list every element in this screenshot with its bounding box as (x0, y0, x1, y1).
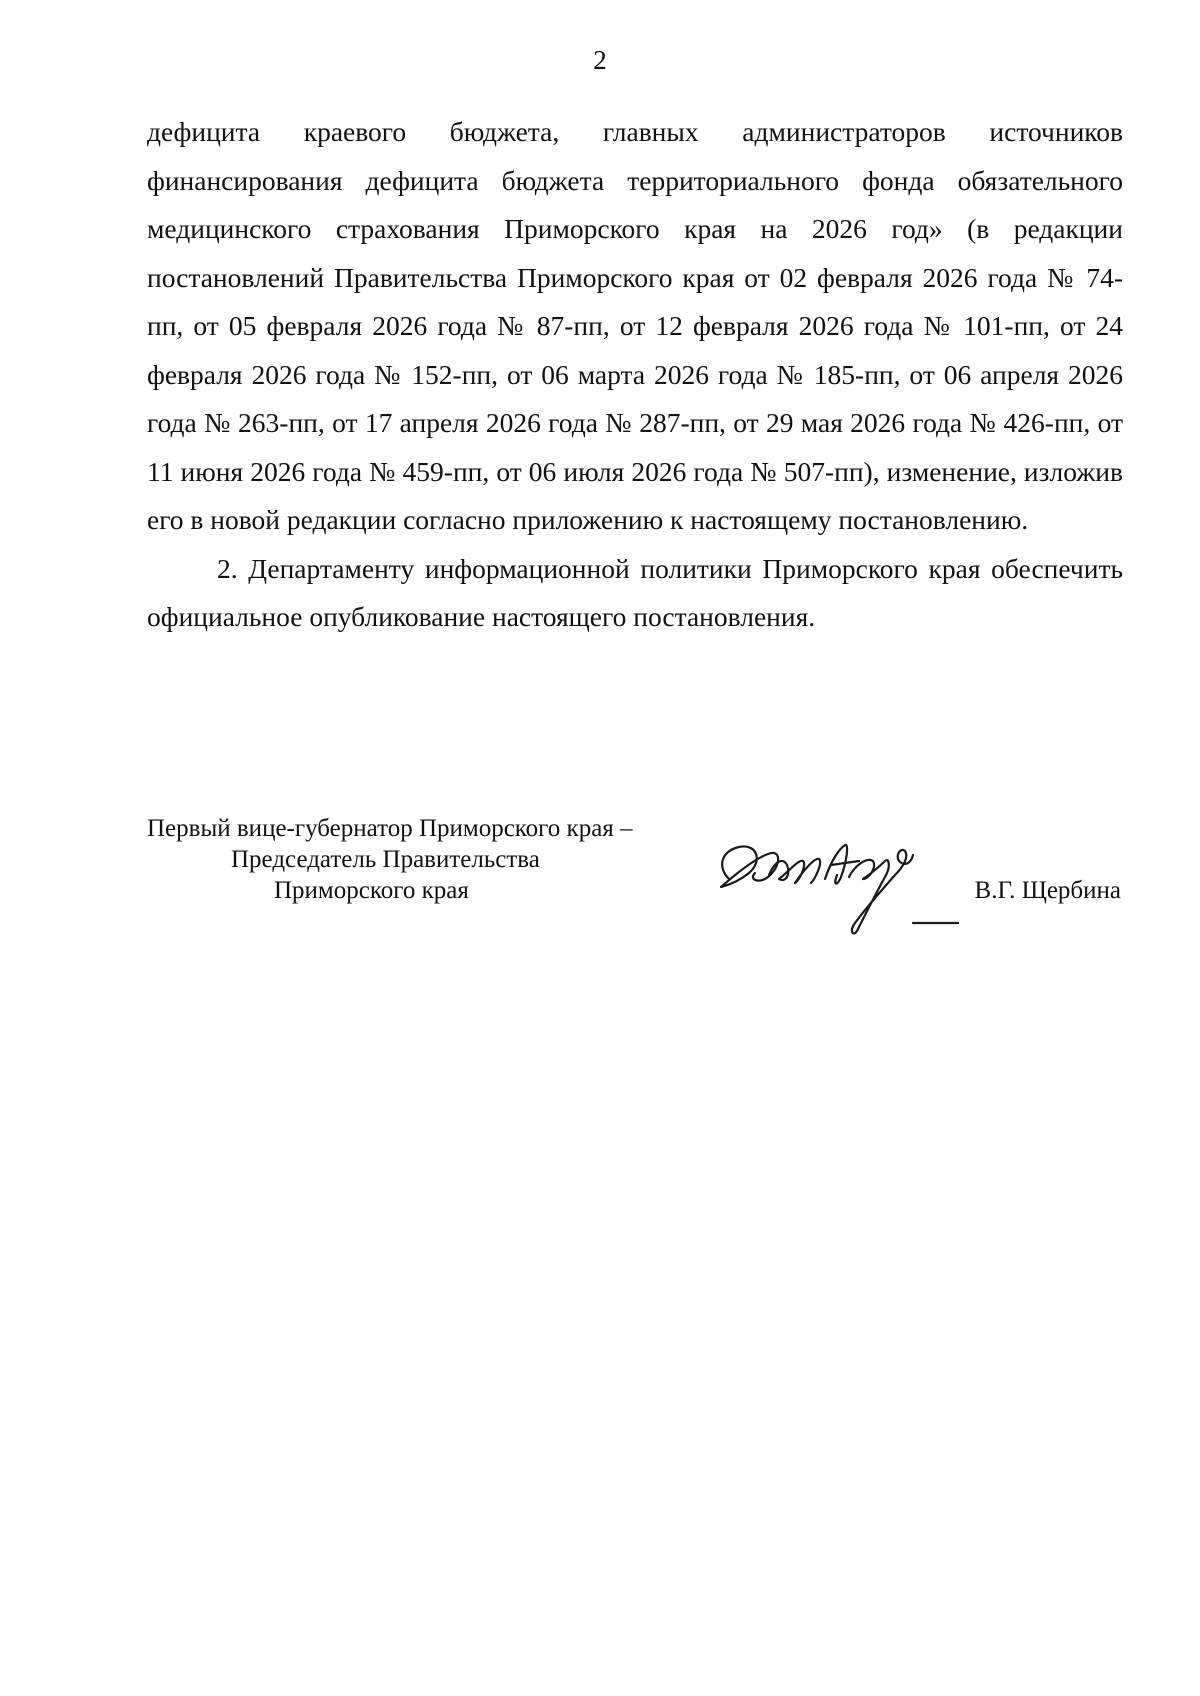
signatory-title-line-1: Первый вице-губернатор Приморского края – (147, 815, 633, 842)
signatory-title-line-2: Председатель Правительства (231, 846, 540, 873)
signatory-title-line-3: Приморского края (274, 877, 469, 904)
document-body (147, 108, 1123, 642)
handwritten-signature (699, 831, 959, 941)
signature-block (147, 813, 1123, 943)
page-number: 2 (593, 45, 607, 75)
signatory-name: В.Г. Щербина (974, 877, 1121, 904)
paragraph-2: 2. Департаменту информационной политики Приморского края обеспечить официальное опубликование настоящего постановления. (147, 552, 1123, 632)
paragraph-1-continuation: дефицита краевого бюджета, главных администраторов источников финансирования дефицита бюджета территориального фонда обязательного медицинского страхования Приморского края на 2026 год» (в редакции постановлений Правительства Приморского края от 02 февраля 2026 года № 74-пп, от 05 февраля 2026 года № 87-пп, от 12 февраля 2026 года № 101-пп, от 24 февраля 2026 года № 152-пп, от 06 марта 2026 года № 185-пп, от 06 апреля 2026 года № 263-пп, от 17 апреля 2026 года № 287-пп, от 29 мая 2026 года № 426-пп, от 11 июня 2026 года № 459-пп, от 06 июля 2026 года № 507-пп), изменение, изложив его в новой редакции согласно приложению к настоящему постановлению. (147, 116, 1123, 535)
